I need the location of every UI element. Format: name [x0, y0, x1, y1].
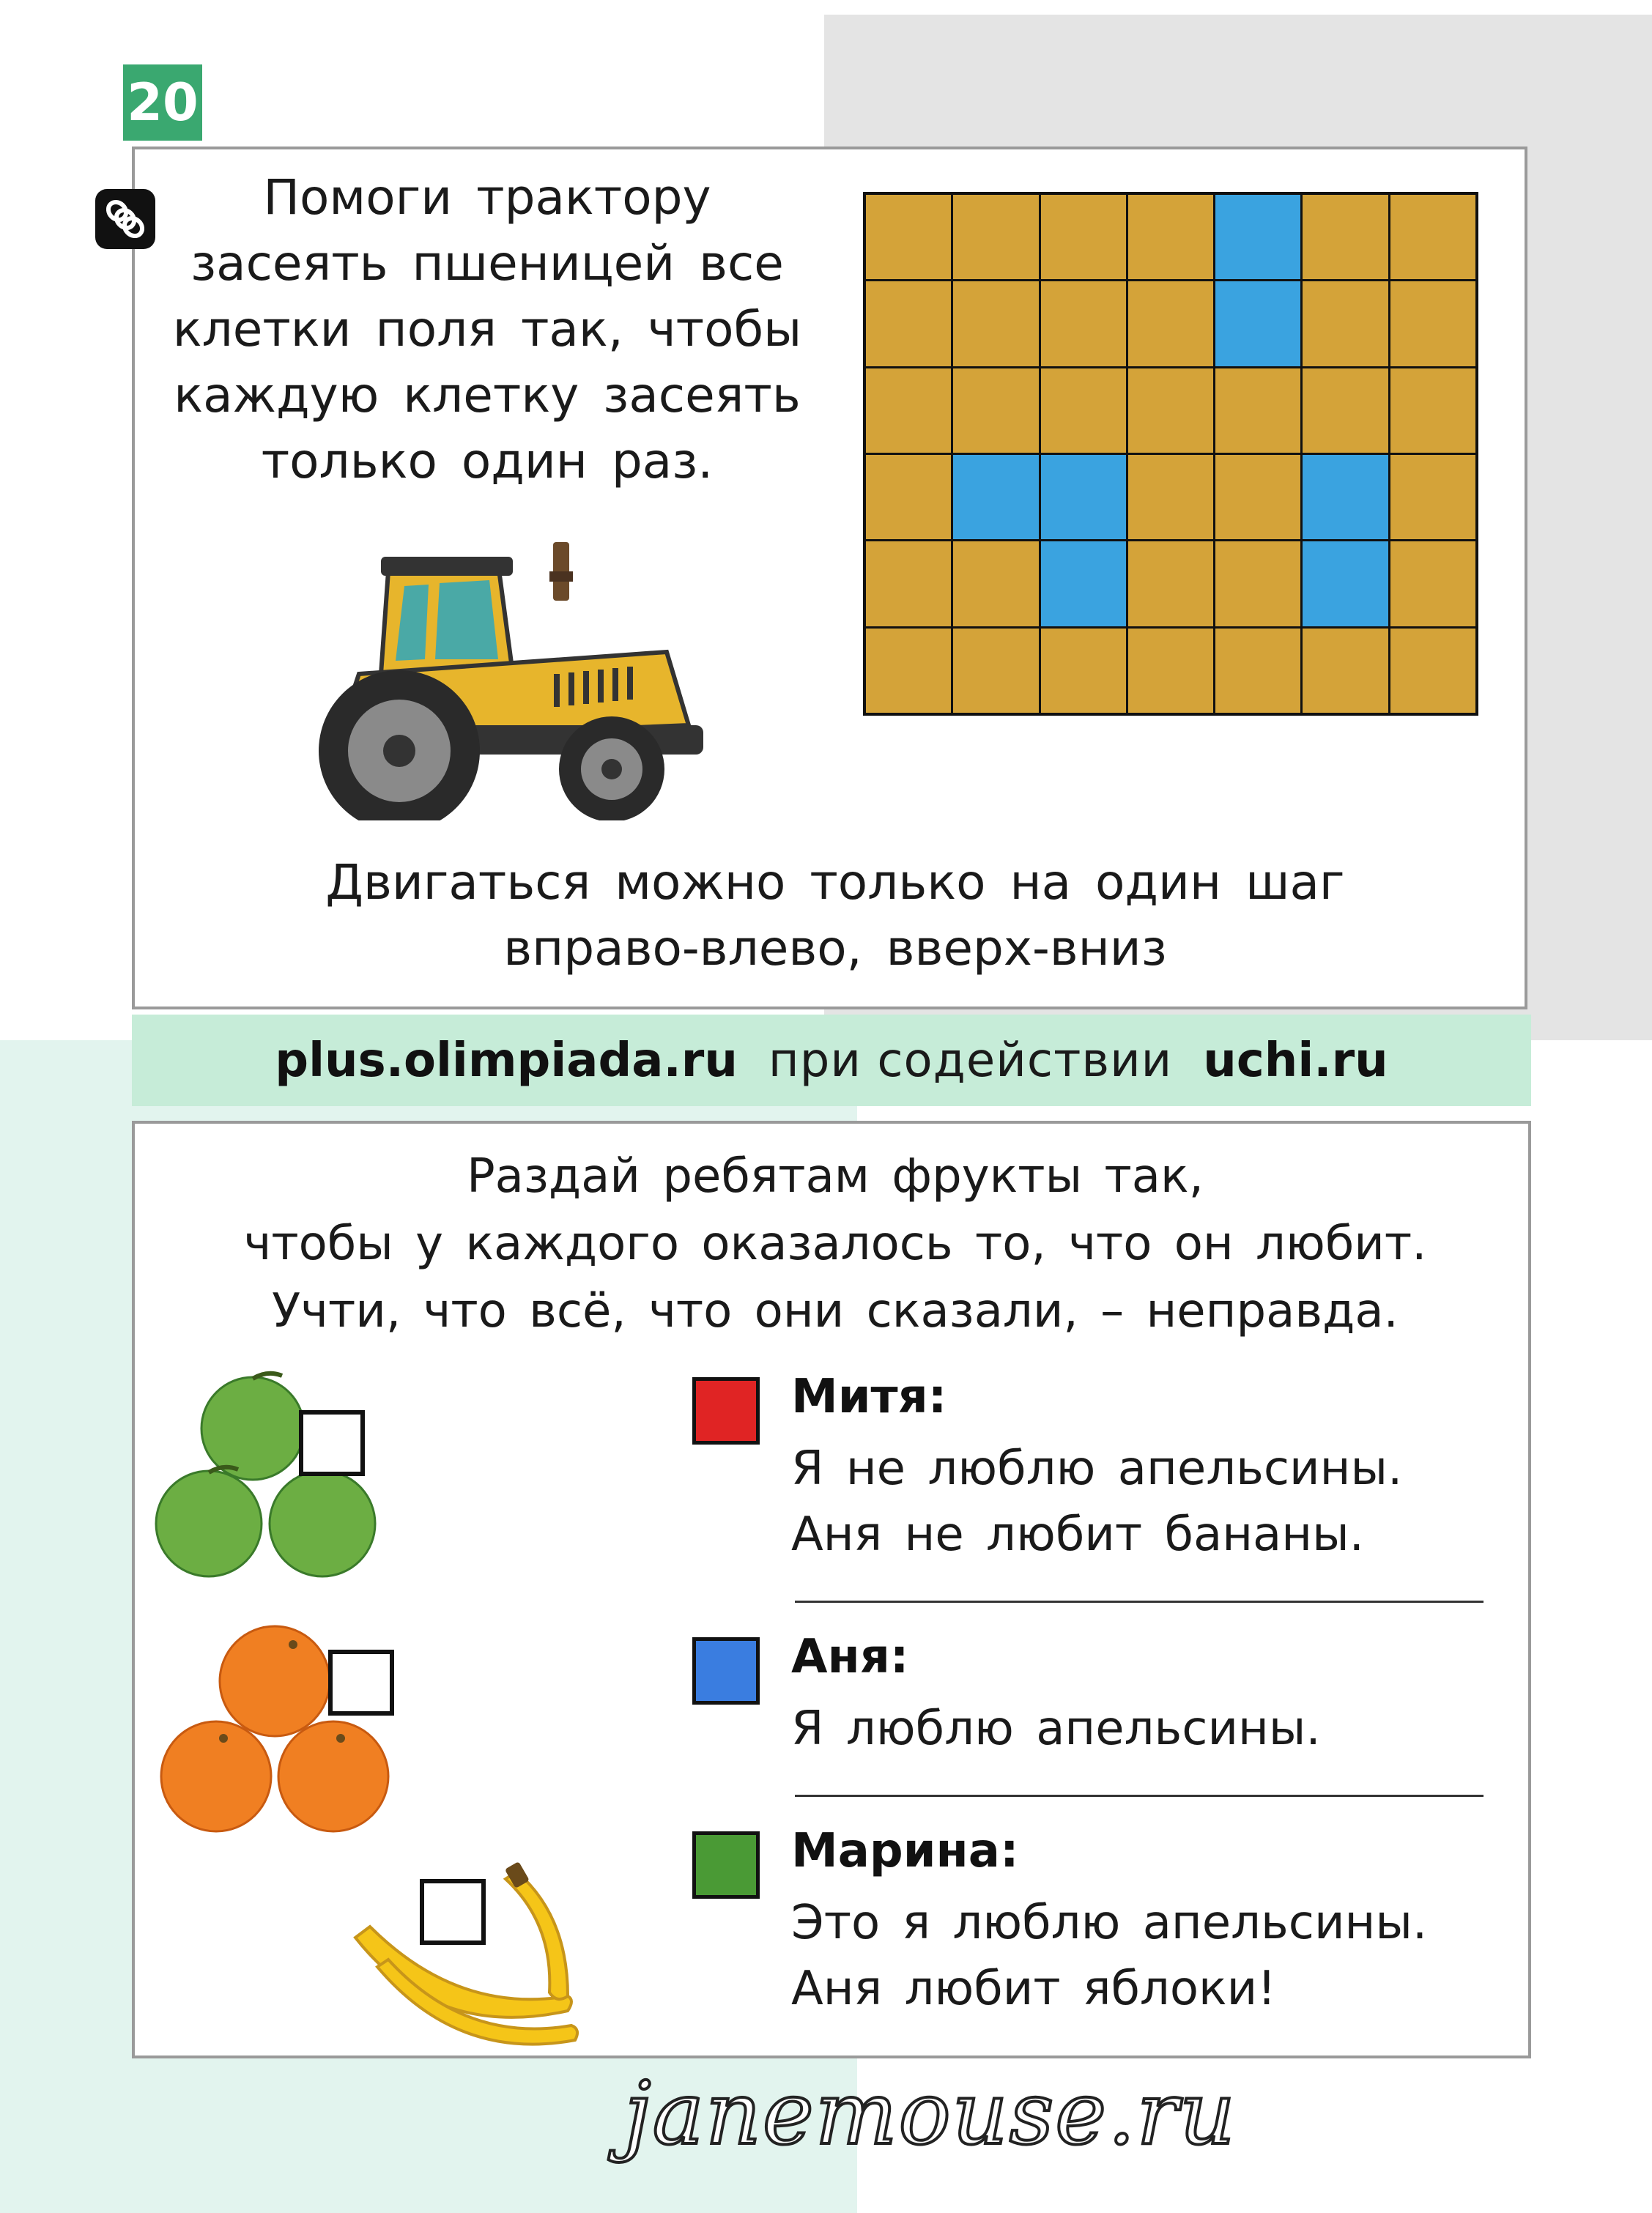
task2-line: чтобы у каждого оказалось то, что он любит.: [243, 1217, 1427, 1271]
grid-cell-blocked: [1215, 195, 1300, 279]
grid-cell[interactable]: [1390, 541, 1475, 626]
anya-color-swatch: [692, 1637, 760, 1705]
grid-cell[interactable]: [866, 368, 951, 453]
task1-line: засеять пшеницей все: [190, 235, 784, 292]
grid-cell[interactable]: [866, 629, 951, 713]
task1-rule: [147, 850, 1524, 982]
grid-cell-blocked: [953, 455, 1038, 539]
speaker-statement: Аня не любит бананы.: [791, 1508, 1364, 1562]
grid-cell-blocked: [1041, 541, 1126, 626]
grid-cell[interactable]: [1390, 455, 1475, 539]
oranges-answer-box[interactable]: [328, 1650, 394, 1716]
task1-line: Помоги трактору: [263, 169, 711, 226]
speaker-name: Марина:: [791, 1824, 1019, 1878]
speaker-statement: Аня любит яблоки!: [791, 1962, 1276, 2016]
grid-cell-blocked: [1041, 455, 1126, 539]
tractor-icon: [278, 527, 718, 820]
speaker-statement: Это я люблю апельсины.: [791, 1896, 1428, 1950]
grid-cell[interactable]: [953, 281, 1038, 366]
grid-cell[interactable]: [1128, 195, 1213, 279]
grid-cell[interactable]: [1041, 368, 1126, 453]
grid-cell[interactable]: [1390, 281, 1475, 366]
speaker-statement: Я люблю апельсины.: [791, 1702, 1321, 1756]
grid-cell[interactable]: [953, 541, 1038, 626]
grid-cell[interactable]: [1303, 281, 1388, 366]
grid-cell[interactable]: [953, 195, 1038, 279]
grid-cell[interactable]: [866, 281, 951, 366]
grid-cell[interactable]: [866, 455, 951, 539]
grid-cell[interactable]: [1303, 195, 1388, 279]
grid-cell-blocked: [1303, 541, 1388, 626]
grid-cell[interactable]: [1041, 629, 1126, 713]
task1-line: клетки поля так, чтобы: [172, 301, 802, 357]
grid-cell[interactable]: [1390, 368, 1475, 453]
sponsor-banner: [132, 1015, 1531, 1106]
task2-instruction: [147, 1143, 1524, 1345]
bananas-answer-box[interactable]: [420, 1879, 486, 1945]
banner-middle-text: при содействии: [768, 1033, 1173, 1088]
uchi-link[interactable]: uchi.ru: [1203, 1033, 1388, 1088]
grid-cell[interactable]: [1041, 281, 1126, 366]
speaker-name: Аня:: [791, 1630, 909, 1684]
task1-line: каждую клетку засеять: [174, 367, 801, 423]
grid-cell[interactable]: [1128, 541, 1213, 626]
grid-cell[interactable]: [1041, 195, 1126, 279]
grid-cell[interactable]: [1128, 455, 1213, 539]
rule-line: вправо-влево, вверх-вниз: [503, 920, 1167, 976]
divider-line: [795, 1795, 1484, 1797]
apples-answer-box[interactable]: [299, 1410, 365, 1476]
grid-cell[interactable]: [1128, 368, 1213, 453]
grid-cell[interactable]: [1390, 195, 1475, 279]
grid-cell[interactable]: [953, 368, 1038, 453]
grid-cell-blocked: [1215, 281, 1300, 366]
divider-line: [795, 1601, 1484, 1603]
task1-instruction: [143, 165, 831, 494]
grid-cell[interactable]: [953, 629, 1038, 713]
grid-cell[interactable]: [1128, 629, 1213, 713]
task2-line: Учти, что всё, что они сказали, – неправда.: [272, 1284, 1399, 1338]
task2-line: Раздай ребятам фрукты так,: [467, 1149, 1204, 1204]
grid-cell[interactable]: [1215, 368, 1300, 453]
grid-cell[interactable]: [1128, 281, 1213, 366]
field-grid[interactable]: [863, 192, 1478, 716]
grid-cell[interactable]: [866, 195, 951, 279]
grid-cell[interactable]: [1303, 629, 1388, 713]
mitya-color-swatch: [692, 1377, 760, 1445]
grid-cell[interactable]: [1390, 629, 1475, 713]
watermark: janemouse.ru: [624, 2063, 1237, 2164]
speaker-statement: Я не люблю апельсины.: [791, 1442, 1403, 1496]
grid-cell[interactable]: [1215, 455, 1300, 539]
speaker-name: Митя:: [791, 1370, 947, 1424]
marina-color-swatch: [692, 1831, 760, 1899]
grid-cell[interactable]: [866, 541, 951, 626]
olimpiada-link[interactable]: plus.olimpiada.ru: [275, 1033, 738, 1088]
rule-line: Двигаться можно только на один шаг: [325, 854, 1345, 911]
grid-cell[interactable]: [1215, 629, 1300, 713]
apples-icon: [150, 1370, 392, 1593]
grid-cell[interactable]: [1303, 368, 1388, 453]
grid-cell-blocked: [1303, 455, 1388, 539]
page-number-badge: 20: [123, 64, 202, 141]
task1-line: только один раз.: [261, 433, 714, 489]
grid-cell[interactable]: [1215, 541, 1300, 626]
